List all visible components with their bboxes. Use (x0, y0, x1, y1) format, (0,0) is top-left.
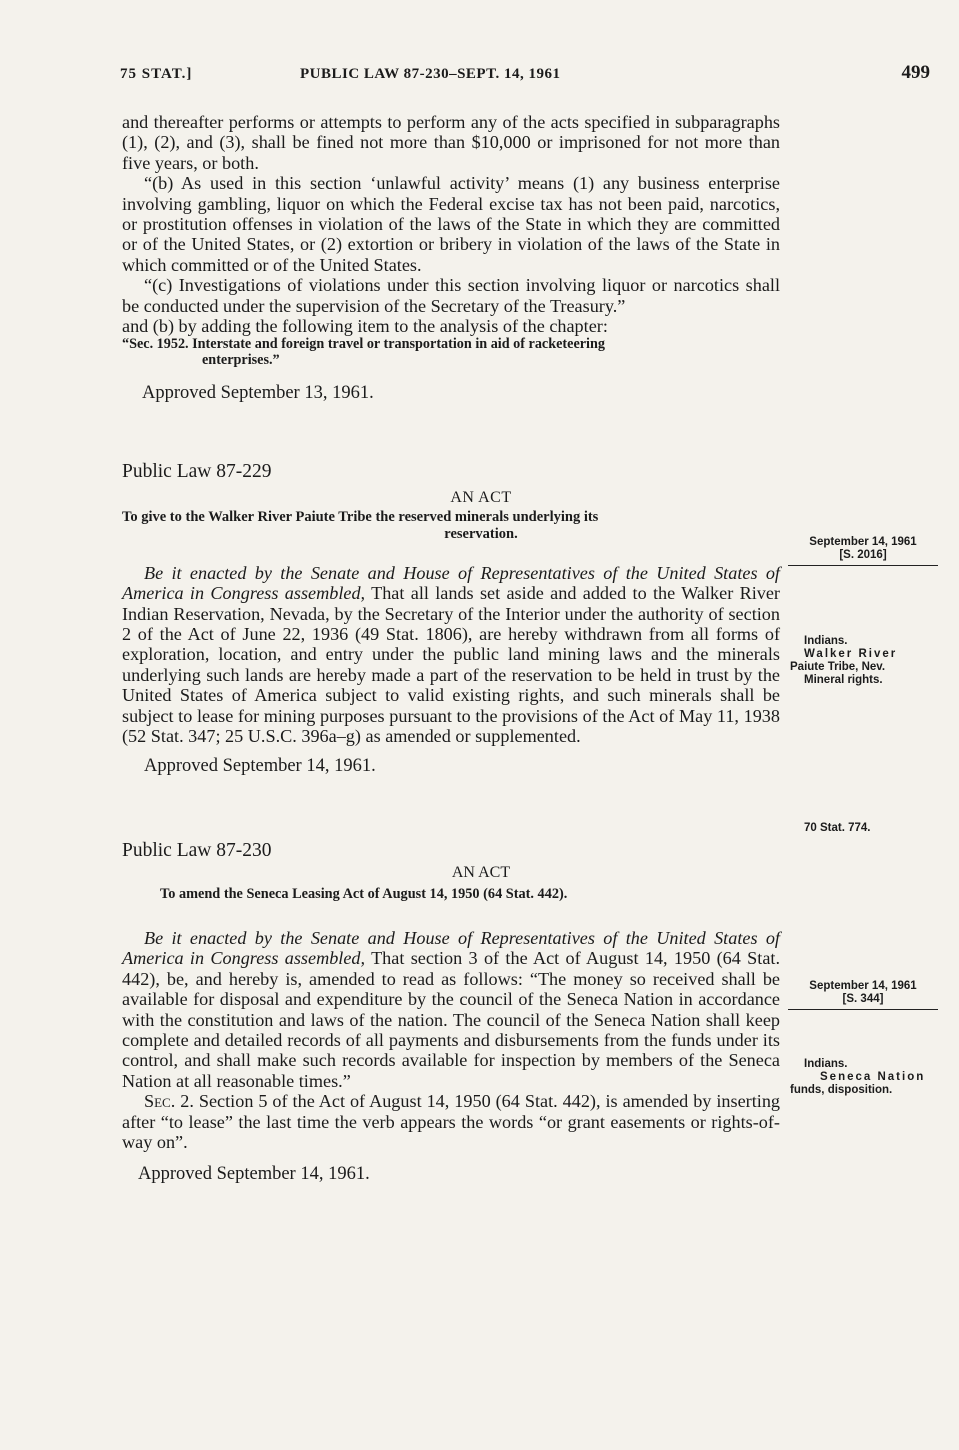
paragraph: and (b) by adding the following item to the analysis of the chapter: (122, 316, 608, 337)
running-title: PUBLIC LAW 87-230–SEPT. 14, 1961 (300, 66, 561, 82)
section-2 (122, 1091, 780, 1152)
law-title-87-229: Public Law 87-229 (122, 460, 272, 482)
act-purpose (122, 509, 780, 543)
an-act-heading: AN ACT (451, 864, 511, 882)
approval-date: Approved September 13, 1961. (142, 383, 374, 404)
act-purpose: To amend the Seneca Leasing Act of August 14, 1950 (64 Stat. 442). (160, 885, 568, 902)
margin-rule (788, 565, 938, 566)
purpose-line: reservation. (444, 525, 518, 542)
paragraph: “(c) Investigations of violations under this section involving liquor or narcotics shall be conducted under the supervision of the Secretary of the Treasury.” (122, 275, 780, 316)
approval-date: Approved September 14, 1961. (144, 756, 376, 777)
margin-note-stat-reference (804, 822, 954, 835)
paragraph: and thereafter performs or attempts to perform any of the acts specified in subparagraphs (1), (2), and (3), shall be fined not more than $10,000 or imprisoned for not more than five years, or both. (122, 112, 780, 173)
enacting-clause (122, 928, 780, 1091)
margin-date: September 14, 1961 (809, 980, 917, 992)
margin-date: September 14, 1961 (809, 536, 917, 548)
page-number: 499 (901, 62, 930, 83)
margin-line: funds, disposition. (790, 1084, 893, 1096)
main-text (122, 112, 780, 1185)
margin-rule (788, 1009, 938, 1010)
caption-line: “Sec. 1952. Interstate and foreign travel or transportation in aid of racketeering (122, 336, 605, 353)
margin-note-seneca (790, 1058, 954, 1097)
margin-line: Walker River (804, 648, 898, 660)
running-header (120, 62, 930, 88)
stat-reference: 75 STAT.] (120, 66, 193, 82)
enacting-formula: Be it enacted by the Senate and House of Representatives of the United States of America in Congress assembled, (122, 562, 780, 604)
margin-note-date-s2016 (788, 536, 938, 566)
law-title-87-230: Public Law 87-230 (122, 839, 272, 861)
section-text: Section 5 of the Act of August 14, 1950 (64 Stat. 442), is amended by inserting after “to lease” the last time the verb appears the words “or grant easements or rights-of-way on”. (122, 1091, 781, 1153)
enacting-text: That all lands set aside and added to the Walker River Indian Reservation, Nevada, by the Secretary of the Interior under the authority of section 2 of the Act of June 22, 1936 (49 Stat. 1806), are hereby withdrawn from all forms of exploration, location, and entry under the public land mining laws and the minerals underlying such lands are hereby made a part of the reservation to be held in trust by the United States of America subject to valid existing rights, and such minerals shall be subject to lease for mining purposes pursuant to the provisions of the Act of May 11, 1938 (52 Stat. 347; 25 U.S.C. 396a–g) as amended or supplemented. (122, 583, 780, 746)
margin-line: Seneca Nation (820, 1071, 926, 1083)
margin-note-date-s344 (788, 980, 938, 1010)
margin-line: 70 Stat. 774. (804, 822, 871, 834)
purpose-line: To give to the Walker River Paiute Tribe the reserved minerals underlying its (122, 508, 599, 525)
margin-line: Indians. (804, 635, 848, 647)
margin-bill: [S. 344] (842, 993, 884, 1005)
approval-date: Approved September 14, 1961. (138, 1164, 370, 1185)
enacting-formula: Be it enacted by the Senate and House of Representatives of the United States of America in Congress assembled, (122, 927, 780, 969)
chapter-analysis-item (122, 336, 780, 368)
an-act-heading: AN ACT (450, 489, 512, 507)
paragraph: “(b) As used in this section ‘unlawful activity’ means (1) any business enterprise involving gambling, liquor on which the Federal excise tax has not been paid, narcotics, or prostitution offenses in violation of the laws of the State in which they are committed or of the United States, or (2) extortion or bribery in violation of the laws of the State in which committed or of the United States. (122, 173, 780, 275)
enacting-text: That section 3 of the Act of August 14, 1950 (64 Stat. 442), be, and hereby is, amended to read as follows: “The money so received shall be available for disposal and expenditure by the council of the Seneca Nation in accordance with the constitution and laws of the nation. The council of the Seneca Nation shall keep complete and detailed records of all payments and disbursements from the funds under its control, and shall make such records available for inspection by members of the Seneca Nation at all reasonable times.” (122, 948, 781, 1091)
margin-bill: [S. 2016] (839, 549, 887, 561)
margin-line: Paiute Tribe, Nev. (790, 661, 886, 673)
enacting-clause (122, 563, 780, 747)
margin-line: Mineral rights. (804, 674, 883, 686)
caption-line: enterprises.” (202, 352, 280, 369)
margin-line: Indians. (804, 1058, 848, 1070)
margin-note-walker-river (790, 635, 954, 687)
section-label: Sec. 2. (144, 1091, 194, 1112)
